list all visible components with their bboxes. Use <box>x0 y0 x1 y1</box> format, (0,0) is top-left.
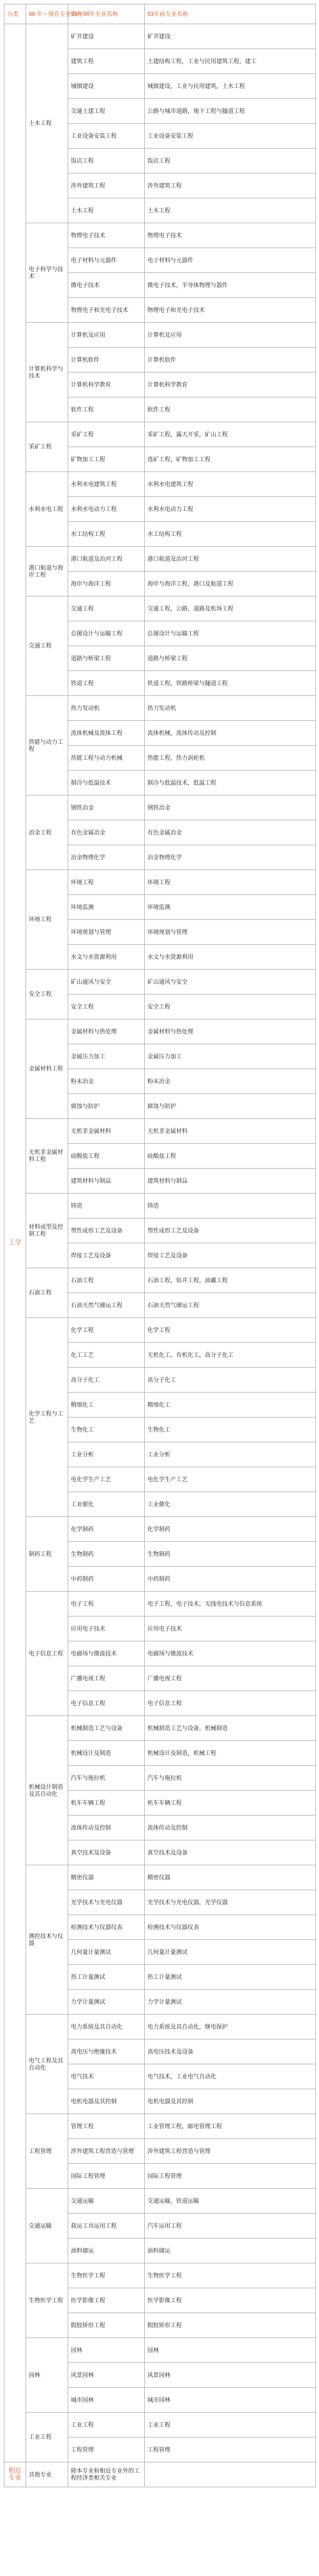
table-row <box>4 596 316 621</box>
old-name-cell: 电子信息工程 <box>145 1691 316 1716</box>
old-name-cell: 工业催化 <box>145 1492 316 1517</box>
group-name-cell: 安全工程 <box>26 970 68 1019</box>
mid-name-cell: 电子材料与元器件 <box>68 248 145 273</box>
old-name-cell: 环境工程 <box>145 870 316 895</box>
mid-name-cell: 水工结构工程 <box>68 522 145 547</box>
old-name-cell: 制冷与低温技术，低温工程 <box>145 771 316 796</box>
mid-name-cell: 电磁场与微波技术 <box>68 1641 145 1666</box>
old-name-cell: 电子工程，电子技术，无线电技术与信息系统 <box>145 1592 316 1617</box>
mid-name-cell: 塑性成形工艺及设备 <box>68 1218 145 1243</box>
old-name-cell: 工业管理工程，邮电管理工程 <box>145 2114 316 2139</box>
old-name-cell: 生物医学工程 <box>145 2263 316 2288</box>
group-name-cell: 制药工程 <box>26 1517 68 1592</box>
table-row <box>4 223 316 248</box>
mid-name-cell: 采矿工程 <box>68 422 145 447</box>
old-name-cell: 园林 <box>145 2338 316 2363</box>
mid-name-cell: 汽车与拖拉机 <box>68 1766 145 1791</box>
header-new-name: 93年前专业名称 <box>145 4 316 24</box>
old-name-cell: 海岸与海洋工程，港口及航道工程 <box>145 572 316 596</box>
mid-name-cell: 载运工具运用工程 <box>68 2214 145 2239</box>
group-name-cell: 热能与动力工程 <box>26 696 68 796</box>
mid-name-cell: 软件工程 <box>68 397 145 422</box>
table-row <box>4 1019 316 1044</box>
mid-name-cell: 化工工艺 <box>68 1343 145 1368</box>
table-row <box>4 1268 316 1293</box>
header-old-name: 98 年～现在专业名称 <box>26 4 68 24</box>
old-name-cell: 环境规划与管理 <box>145 920 316 945</box>
old-name-cell: 生物化工 <box>145 1418 316 1442</box>
old-name-cell: 有色金属冶金 <box>145 820 316 845</box>
old-name-cell: 选矿工程，矿物加工工程 <box>145 447 316 472</box>
mid-name-cell: 道路与桥梁工程 <box>68 646 145 671</box>
mid-name-cell: 真空技术及设备 <box>68 1840 145 1865</box>
group-name-cell: 化学工程与工艺 <box>26 1318 68 1517</box>
mid-name-cell: 冶金物理化学 <box>68 845 145 870</box>
mid-name-cell: 城市园林 <box>68 2388 145 2413</box>
old-name-cell: 计算机软件 <box>145 348 316 373</box>
table-row <box>4 696 316 721</box>
old-name-cell: 化学工程 <box>145 1318 316 1343</box>
group-name-cell: 电子科学与技术 <box>26 223 68 323</box>
mid-name-cell: 交通工程 <box>68 596 145 621</box>
mid-name-cell: 水文与水资源利用 <box>68 945 145 970</box>
old-name-cell: 总图设计与运输工程 <box>145 621 316 646</box>
mid-name-cell: 土木工程 <box>68 198 145 223</box>
mid-name-cell: 物理电子和光电子技术 <box>68 298 145 323</box>
table-row <box>4 970 316 995</box>
old-name-cell: 电子材料与元器件 <box>145 248 316 273</box>
table-row <box>4 2263 316 2288</box>
old-name-cell: 计算机科学教育 <box>145 373 316 397</box>
old-name-cell: 采矿工程，露天开采，矿山工程 <box>145 422 316 447</box>
old-name-cell: 微电子技术，半导体物理与器件 <box>145 273 316 298</box>
mid-name-cell: 制冷与低温技术 <box>68 771 145 796</box>
old-name-cell: 交通运输，铁道运输 <box>145 2189 316 2214</box>
table-row <box>4 323 316 348</box>
old-name-cell: 光学技术与光电仪器，光学仪器 <box>145 1890 316 1915</box>
group-name-cell: 水利水电工程 <box>26 472 68 547</box>
mid-name-cell: 国际工程管理 <box>68 2164 145 2189</box>
old-name-cell: 环境监测 <box>145 895 316 920</box>
group-name-cell: 无机非金属材料工程 <box>26 1119 68 1194</box>
group-name-cell: 交通运输 <box>26 2189 68 2263</box>
mid-name-cell: 生物制药 <box>68 1542 145 1567</box>
table-row <box>4 2015 316 2039</box>
table-row <box>4 1119 316 1144</box>
old-name-cell: 金属材料与热处理 <box>145 1019 316 1044</box>
old-name-cell: 风景园林 <box>145 2363 316 2388</box>
table-row <box>4 24 316 49</box>
mid-name-cell: 港口航道及治河工程 <box>68 547 145 572</box>
mid-name-cell: 计算机及应用 <box>68 323 145 348</box>
old-name-cell: 涉外建筑工程营造与管理 <box>145 2139 316 2164</box>
old-name-cell: 腐蚀与防护 <box>145 1094 316 1119</box>
mid-name-cell: 流体机械及流体工程 <box>68 721 145 746</box>
mid-name-cell: 流体传动及控制 <box>68 1816 145 1840</box>
old-name-cell: 医学影像工程 <box>145 2288 316 2313</box>
old-name-cell: 电机电器及其控制 <box>145 2089 316 2114</box>
old-name-cell: 化学制药 <box>145 1517 316 1542</box>
table-row <box>4 422 316 447</box>
old-name-cell: 电磁场与微波技术 <box>145 1641 316 1666</box>
mid-name-cell: 涉外建筑工程营造与管理 <box>68 2139 145 2164</box>
mid-name-cell: 粉末冶金 <box>68 1069 145 1094</box>
table-row <box>4 547 316 572</box>
mid-name-cell: 矿山通风与安全 <box>68 970 145 995</box>
table-row <box>4 2189 316 2214</box>
table-header-row <box>4 4 316 24</box>
old-name-cell: 石油天然气储运工程 <box>145 1293 316 1318</box>
mid-name-cell: 工业工程 <box>68 2413 145 2438</box>
table-row <box>4 472 316 497</box>
old-name-cell: 公路与城市道路，地下工程与隧道工程 <box>145 99 316 124</box>
header-category: 分类 <box>4 4 26 24</box>
category-cell: 相近专业 <box>4 2462 26 2487</box>
header-mid-name: 93～98年专业名称 <box>68 4 145 24</box>
old-name-cell: 无机化工，有机化工，高分子化工 <box>145 1343 316 1368</box>
mid-name-cell: 钢铁冶金 <box>68 796 145 820</box>
table-row <box>4 1194 316 1218</box>
mid-name-cell: 假肢矫形工程 <box>68 2313 145 2338</box>
group-name-cell: 其他专业 <box>26 2462 68 2487</box>
mid-name-cell: 计算机科学教育 <box>68 373 145 397</box>
old-name-cell: 工业分析 <box>145 1442 316 1467</box>
mid-name-cell: 环境监测 <box>68 895 145 920</box>
mid-name-cell: 矿井建设 <box>68 24 145 49</box>
mid-name-cell: 化学制药 <box>68 1517 145 1542</box>
mid-name-cell: 电气技术 <box>68 2064 145 2089</box>
group-name-cell: 机械设计制造及其自动化 <box>26 1716 68 1865</box>
mid-name-cell: 园林 <box>68 2338 145 2363</box>
mid-name-cell: 风景园林 <box>68 2363 145 2388</box>
table-row <box>4 2462 316 2487</box>
table-row <box>4 2114 316 2139</box>
mid-name-cell: 无机非金属材料 <box>68 1119 145 1144</box>
old-name-cell: 热能工程，热力涡轮机 <box>145 746 316 771</box>
mid-name-cell: 中药制药 <box>68 1567 145 1592</box>
old-name-cell: 电化学生产工艺 <box>145 1467 316 1492</box>
mid-name-cell: 水利水电动力工程 <box>68 497 145 522</box>
mid-name-cell: 应用电子技术 <box>68 1617 145 1641</box>
group-name-cell: 交通工程 <box>26 596 68 696</box>
old-name-cell: 粉末冶金 <box>145 1069 316 1094</box>
group-name-cell: 石油工程 <box>26 1268 68 1318</box>
group-name-cell: 材料成型及控制工程 <box>26 1194 68 1268</box>
mid-name-cell: 铁道工程 <box>68 671 145 696</box>
mid-name-cell: 硅酸盐工程 <box>68 1144 145 1169</box>
mid-name-cell: 金属压力加工 <box>68 1044 145 1069</box>
table-row <box>4 1517 316 1542</box>
mid-name-cell: 医学影像工程 <box>68 2288 145 2313</box>
old-name-cell: 电气技术，工业电气自动化 <box>145 2064 316 2089</box>
mid-name-cell: 热力发动机 <box>68 696 145 721</box>
mid-name-cell: 建筑工程 <box>68 49 145 74</box>
major-comparison-table <box>4 4 316 2487</box>
mid-name-cell: 环境工程 <box>68 870 145 895</box>
mid-name-cell: 机械设计及制造 <box>68 1741 145 1766</box>
old-name-cell: 生物制药 <box>145 1542 316 1567</box>
category-cell: 工学 <box>4 24 26 2462</box>
table-row <box>4 1592 316 1617</box>
old-name-cell: 工程管理 <box>145 2438 316 2462</box>
mid-name-cell: 生物化工 <box>68 1418 145 1442</box>
old-name-cell: 应用电子技术 <box>145 1617 316 1641</box>
group-name-cell: 冶金工程 <box>26 796 68 870</box>
group-name-cell: 工业工程 <box>26 2413 68 2462</box>
mid-name-cell: 交通运输 <box>68 2189 145 2214</box>
mid-name-cell: 高分子化工 <box>68 1368 145 1393</box>
mid-name-cell: 电子信息工程 <box>68 1691 145 1716</box>
old-name-cell: 油料储运 <box>145 2239 316 2263</box>
group-name-cell: 电气工程及其自动化 <box>26 2015 68 2114</box>
mid-name-cell: 饭店工程 <box>68 149 145 174</box>
old-name-cell: 金属压力加工 <box>145 1044 316 1069</box>
old-name-cell: 物理电子技术 <box>145 223 316 248</box>
old-name-cell: 塑性成形工艺及设备 <box>145 1218 316 1243</box>
old-name-cell: 检测技术与仪器仪表 <box>145 1915 316 1940</box>
old-name-cell: 交通工程，公路，道路及机场工程 <box>145 596 316 621</box>
mid-name-cell: 建筑材料与制品 <box>68 1169 145 1194</box>
old-name-cell: 高分子化工 <box>145 1368 316 1393</box>
mid-name-cell: 安全工程 <box>68 995 145 1019</box>
old-name-cell: 汽车运用工程 <box>145 2214 316 2239</box>
group-name-cell: 生物医学工程 <box>26 2263 68 2338</box>
mid-name-cell: 生物医学工程 <box>68 2263 145 2288</box>
mid-name-cell: 高电压与绝缘技术 <box>68 2039 145 2064</box>
mid-name-cell: 热能工程与动力机械 <box>68 746 145 771</box>
old-name-cell: 机车车辆工程 <box>145 1791 316 1816</box>
mid-name-cell: 检测技术与仪器仪表 <box>68 1915 145 1940</box>
mid-name-cell: 腐蚀与防护 <box>68 1094 145 1119</box>
old-name-cell: 软件工程 <box>145 397 316 422</box>
old-name-cell: 石油工程，钻井工程，油藏工程 <box>145 1268 316 1293</box>
old-name-cell: 机械制造工艺与设备，机械制造 <box>145 1716 316 1741</box>
mid-name-cell: 矿物加工工程 <box>68 447 145 472</box>
old-name-cell: 物理电子和光电子技术 <box>145 298 316 323</box>
old-name-cell: 精细化工 <box>145 1393 316 1418</box>
mid-name-cell: 物理电子技术 <box>68 223 145 248</box>
table-row <box>4 796 316 820</box>
mid-name-cell: 电子工程 <box>68 1592 145 1617</box>
mid-name-cell: 热工计量测试 <box>68 1965 145 1990</box>
old-name-cell: 水文与水资源利用 <box>145 945 316 970</box>
mid-name-cell: 工业催化 <box>68 1492 145 1517</box>
old-name-cell: 计算机及应用 <box>145 323 316 348</box>
table-row <box>4 1318 316 1343</box>
group-name-cell: 测控技术与仪器 <box>26 1865 68 2015</box>
old-name-cell: 钢铁冶金 <box>145 796 316 820</box>
table-row <box>4 870 316 895</box>
old-name-cell: 城市园林 <box>145 2388 316 2413</box>
mid-name-cell: 几何量计量测试 <box>68 1940 145 1965</box>
old-name-cell: 水利水电动力工程 <box>145 497 316 522</box>
mid-name-cell: 工业设备安装工程 <box>68 124 145 149</box>
old-name-cell: 无机非金属材料 <box>145 1119 316 1144</box>
mid-name-cell: 水利水电建筑工程 <box>68 472 145 497</box>
old-name-cell: 铸造 <box>145 1194 316 1218</box>
mid-name-cell: 城镇建设 <box>68 74 145 99</box>
mid-name-cell: 石油工程 <box>68 1268 145 1293</box>
old-name-cell: 精密仪器 <box>145 1865 316 1890</box>
table-row <box>4 1716 316 1741</box>
old-name-cell: 热力发动机 <box>145 696 316 721</box>
mid-name-cell: 涉外建筑工程 <box>68 174 145 198</box>
mid-name-cell: 计算机软件 <box>68 348 145 373</box>
group-name-cell: 金属材料工程 <box>26 1019 68 1119</box>
old-name-cell: 水工结构工程 <box>145 522 316 547</box>
old-name-cell: 流体机械，流体传动及控制 <box>145 721 316 746</box>
old-name-cell: 城镇建设，工业与民用建筑，土木工程 <box>145 74 316 99</box>
table-body <box>4 24 316 2487</box>
old-name-cell: 饭店工程 <box>145 149 316 174</box>
table-row <box>4 2413 316 2438</box>
old-name-cell: 硅酸盐工程 <box>145 1144 316 1169</box>
old-name-cell: 建筑材料与制品 <box>145 1169 316 1194</box>
old-name-cell: 冶金物理化学 <box>145 845 316 870</box>
mid-name-cell: 力学计量测试 <box>68 1990 145 2015</box>
mid-name-cell: 化学工程 <box>68 1318 145 1343</box>
mid-name-cell: 铸造 <box>68 1194 145 1218</box>
old-name-cell: 真空技术及设备 <box>145 1840 316 1865</box>
old-name-cell: 港口航道及治河工程 <box>145 547 316 572</box>
mid-name-cell: 交通土建工程 <box>68 99 145 124</box>
mid-name-cell: 微电子技术 <box>68 273 145 298</box>
mid-name-cell: 金属材料与热处理 <box>68 1019 145 1044</box>
mid-name-cell: 工业分析 <box>68 1442 145 1467</box>
group-name-cell: 土木工程 <box>26 24 68 223</box>
table-row <box>4 2338 316 2363</box>
old-name-cell <box>145 2462 316 2487</box>
old-name-cell: 铁道工程，铁路桥梁与隧道工程 <box>145 671 316 696</box>
old-name-cell: 工业设备安装工程 <box>145 124 316 149</box>
mid-name-cell: 电机电器及其控制 <box>68 2089 145 2114</box>
old-name-cell: 汽车与拖拉机 <box>145 1766 316 1791</box>
old-name-cell: 机械设计及制造，机械工程 <box>145 1741 316 1766</box>
mid-name-cell: 油料储运 <box>68 2239 145 2263</box>
mid-name-cell: 有色金属冶金 <box>68 820 145 845</box>
old-name-cell: 几何量计量测试 <box>145 1940 316 1965</box>
mid-name-cell: 焊接工艺及设备 <box>68 1243 145 1268</box>
mid-name-cell: 管理工程 <box>68 2114 145 2139</box>
group-name-cell: 环境工程 <box>26 870 68 970</box>
mid-name-cell: 工程管理 <box>68 2438 145 2462</box>
mid-name-cell: 精密仪器 <box>68 1865 145 1890</box>
old-name-cell: 电力系统及其自动化，继电保护 <box>145 2015 316 2039</box>
old-name-cell: 焊接工艺及设备 <box>145 1243 316 1268</box>
old-name-cell: 矿山通风与安全 <box>145 970 316 995</box>
group-name-cell: 工程管理 <box>26 2114 68 2189</box>
mid-name-cell: 机车车辆工程 <box>68 1791 145 1816</box>
old-name-cell: 道路与桥梁工程 <box>145 646 316 671</box>
table-row <box>4 1865 316 1890</box>
mid-name-cell: 光学技术与光电仪器 <box>68 1890 145 1915</box>
mid-name-cell: 电力系统及其自动化 <box>68 2015 145 2039</box>
mid-name-cell: 精细化工 <box>68 1393 145 1418</box>
mid-name-cell: 机械制造工艺与设备 <box>68 1716 145 1741</box>
mid-name-cell: 除本专业和相近专业外的工程经济类相关专业 <box>68 2462 145 2487</box>
old-name-cell: 矿井建设 <box>145 24 316 49</box>
old-name-cell: 土建结构工程，工业与民用建筑工程，建工 <box>145 49 316 74</box>
old-name-cell: 土木工程 <box>145 198 316 223</box>
old-name-cell: 高电压技术及设备 <box>145 2039 316 2064</box>
mid-name-cell: 环境规划与管理 <box>68 920 145 945</box>
old-name-cell: 工业工程 <box>145 2413 316 2438</box>
old-name-cell: 假肢矫形工程 <box>145 2313 316 2338</box>
old-name-cell: 水利水电建筑工程 <box>145 472 316 497</box>
old-name-cell: 国际工程管理 <box>145 2164 316 2189</box>
old-name-cell: 安全工程 <box>145 995 316 1019</box>
mid-name-cell: 石油天然气储运工程 <box>68 1293 145 1318</box>
old-name-cell: 涉外建筑工程 <box>145 174 316 198</box>
old-name-cell: 广播电视工程 <box>145 1666 316 1691</box>
group-name-cell: 港口航道与海岸工程 <box>26 547 68 596</box>
old-name-cell: 力学计量测试 <box>145 1990 316 2015</box>
old-name-cell: 中药制药 <box>145 1567 316 1592</box>
mid-name-cell: 广播电视工程 <box>68 1666 145 1691</box>
mid-name-cell: 总图设计与运输工程 <box>68 621 145 646</box>
old-name-cell: 热工计量测试 <box>145 1965 316 1990</box>
group-name-cell: 计算机科学与技术 <box>26 323 68 422</box>
mid-name-cell: 海岸与海洋工程 <box>68 572 145 596</box>
old-name-cell: 流体传动及控制 <box>145 1816 316 1840</box>
group-name-cell: 电子信息工程 <box>26 1592 68 1716</box>
mid-name-cell: 电化学生产工艺 <box>68 1467 145 1492</box>
group-name-cell: 采矿工程 <box>26 422 68 472</box>
group-name-cell: 园林 <box>26 2338 68 2413</box>
